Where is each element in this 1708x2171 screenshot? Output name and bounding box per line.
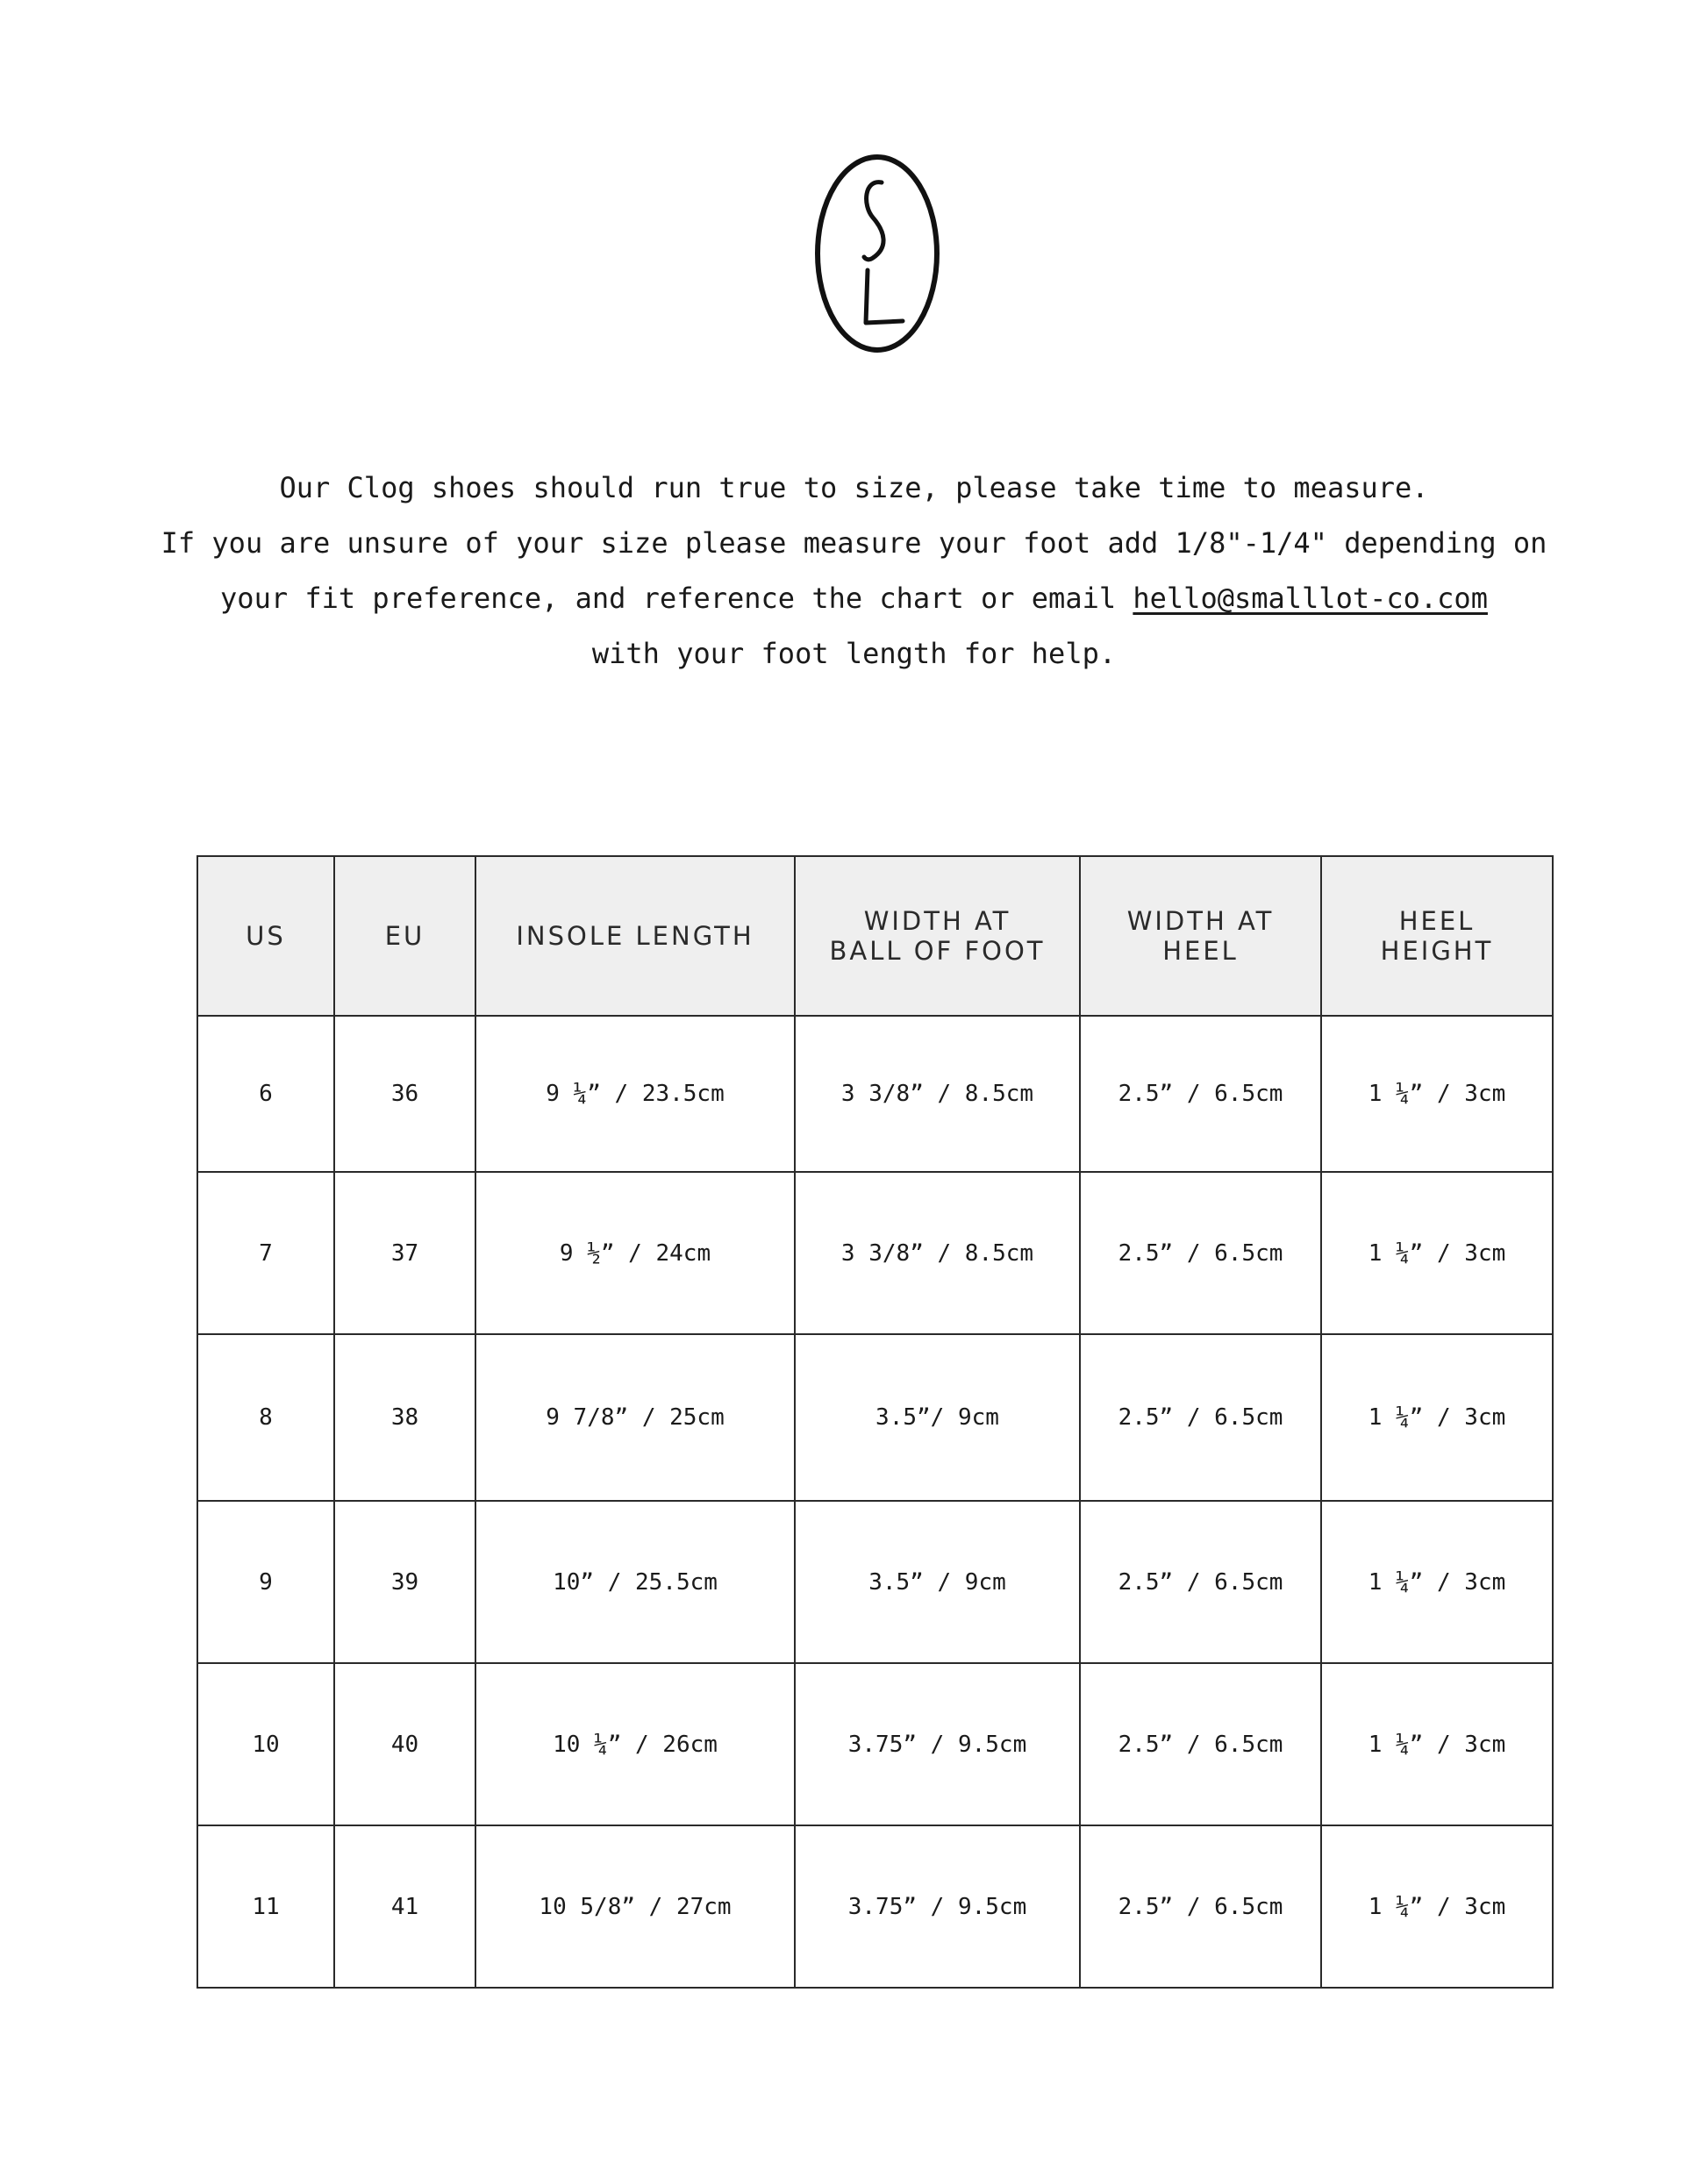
table-row: [197, 1825, 1553, 1988]
intro-line-2: If you are unsure of your size please measure your foot add 1/8"-1/4" depending on: [161, 526, 1547, 560]
intro-line-4: with your foot length for help.: [591, 637, 1117, 670]
table-row: [197, 1334, 1553, 1501]
cell-heel-height: 1 ¼” / 3cm: [1321, 1663, 1553, 1825]
intro-line-3: [0, 571, 1708, 626]
cell-eu: 38: [334, 1334, 475, 1501]
cell-width-at-heel: 2.5” / 6.5cm: [1080, 1663, 1321, 1825]
table-row: [197, 1501, 1553, 1663]
intro-line-3-text: your fit preference, and reference the chart or email: [220, 582, 1133, 615]
table-header-row: [197, 856, 1553, 1016]
header-insole-length: INSOLE LENGTH: [475, 856, 795, 1016]
cell-eu: 41: [334, 1825, 475, 1988]
cell-eu: 39: [334, 1501, 475, 1663]
cell-us: 6: [197, 1016, 334, 1172]
table-row: [197, 1172, 1553, 1334]
cell-us: 8: [197, 1334, 334, 1501]
cell-heel-height: 1 ¼” / 3cm: [1321, 1334, 1553, 1501]
header-eu: EU: [334, 856, 475, 1016]
cell-width-at-ball: 3.75” / 9.5cm: [795, 1663, 1080, 1825]
email-link[interactable]: hello@smalllot-co.com: [1133, 582, 1488, 615]
cell-width-at-heel: 2.5” / 6.5cm: [1080, 1825, 1321, 1988]
cell-width-at-heel: 2.5” / 6.5cm: [1080, 1334, 1321, 1501]
cell-eu: 37: [334, 1172, 475, 1334]
cell-us: 10: [197, 1663, 334, 1825]
cell-us: 9: [197, 1501, 334, 1663]
header-heel-height: HEEL HEIGHT: [1321, 856, 1553, 1016]
header-width-at-ball: WIDTH AT BALL OF FOOT: [795, 856, 1080, 1016]
cell-heel-height: 1 ¼” / 3cm: [1321, 1172, 1553, 1334]
cell-heel-height: 1 ¼” / 3cm: [1321, 1501, 1553, 1663]
intro-line-1: Our Clog shoes should run true to size, please take time to measure.: [279, 471, 1429, 504]
cell-insole-length: 10 5/8” / 27cm: [475, 1825, 795, 1988]
cell-width-at-ball: 3 3/8” / 8.5cm: [795, 1172, 1080, 1334]
cell-width-at-ball: 3.5”/ 9cm: [795, 1334, 1080, 1501]
cell-width-at-ball: 3.75” / 9.5cm: [795, 1825, 1080, 1988]
cell-insole-length: 9 7/8” / 25cm: [475, 1334, 795, 1501]
cell-us: 11: [197, 1825, 334, 1988]
cell-width-at-heel: 2.5” / 6.5cm: [1080, 1172, 1321, 1334]
cell-width-at-ball: 3 3/8” / 8.5cm: [795, 1016, 1080, 1172]
size-chart-table: [197, 855, 1554, 1989]
cell-width-at-heel: 2.5” / 6.5cm: [1080, 1016, 1321, 1172]
cell-insole-length: 10 ¼” / 26cm: [475, 1663, 795, 1825]
cell-us: 7: [197, 1172, 334, 1334]
header-width-at-heel: WIDTH AT HEEL: [1080, 856, 1321, 1016]
cell-insole-length: 9 ½” / 24cm: [475, 1172, 795, 1334]
table-row: [197, 1663, 1553, 1825]
table-row: [197, 1016, 1553, 1172]
sl-oval-logo-icon: [811, 151, 943, 357]
cell-insole-length: 10” / 25.5cm: [475, 1501, 795, 1663]
cell-width-at-ball: 3.5” / 9cm: [795, 1501, 1080, 1663]
cell-insole-length: 9 ¼” / 23.5cm: [475, 1016, 795, 1172]
cell-eu: 40: [334, 1663, 475, 1825]
cell-width-at-heel: 2.5” / 6.5cm: [1080, 1501, 1321, 1663]
header-us: US: [197, 856, 334, 1016]
cell-heel-height: 1 ¼” / 3cm: [1321, 1016, 1553, 1172]
cell-heel-height: 1 ¼” / 3cm: [1321, 1825, 1553, 1988]
cell-eu: 36: [334, 1016, 475, 1172]
sizing-instructions: [0, 461, 1708, 682]
